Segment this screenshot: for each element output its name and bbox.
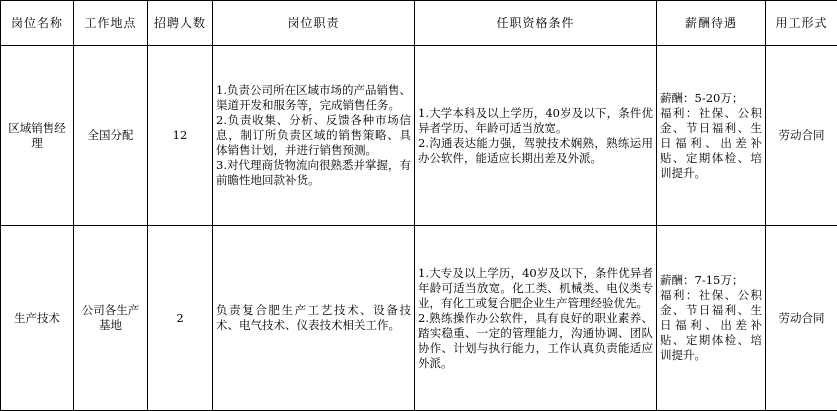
salary-range: 薪酬：5-20万； [660,90,744,105]
count-cell: 2 [148,226,213,411]
salary-cell [657,226,766,411]
header-row [1,1,837,46]
qualifications-cell [415,46,657,226]
duty-item: 1.负责公司所在区域市场的产品销售、渠道开发和服务等，完成销售任务。 [216,83,411,112]
header-position: 岗位名称 [1,1,74,46]
salary-range: 薪酬：7-15万； [660,273,744,287]
header-count: 招聘人数 [148,1,213,46]
header-employment: 用工形式 [766,1,837,46]
location-cell: 全国分配 [74,46,148,226]
employment-cell: 劳动合同 [766,46,837,226]
benefits: 福利：社保、公积金、节日福利、生日福利、出差补贴、定期体检、培训提升。 [660,105,762,180]
table-row [1,46,837,226]
benefits: 福利：社保、公积金、节日福利、生日福利、出差补贴、定期体检、培训提升。 [660,288,762,362]
position-cell: 生产技术 [1,226,74,411]
duties-cell [213,46,415,226]
qualification-item: 2.沟通表达能力强，驾驶技术娴熟，熟练运用办公软件，能适应长期出差及外派。 [418,135,653,165]
table-row [1,226,837,411]
qualification-item: 1.大专及以上学历，40岁及以下，条件优异者年龄可适当放宽。化工类、机械类、电仪类专业，有化工或复合肥企业生产管理经验优先。 [418,265,653,310]
duties-cell [213,226,415,411]
location-cell: 公司各生产基地 [74,226,148,411]
header-duties: 岗位职责 [213,1,415,46]
header-location: 工作地点 [74,1,148,46]
employment-cell: 劳动合同 [766,226,837,411]
duty-item: 2.负责收集、分析、反馈各种市场信息，制订所负责区域的销售策略、具体销售计划，并进行销售预测。 [216,113,411,157]
qualification-item: 1.大学本科及以上学历，40岁及以下，条件优异者学历、年龄可适当放宽。 [418,105,653,135]
count-cell: 12 [148,46,213,226]
position-cell: 区域销售经理 [1,46,74,226]
qualifications-cell [415,226,657,411]
salary-cell [657,46,766,226]
qualification-item: 2.熟练操作办公软件，具有良好的职业素养、踏实稳重、一定的管理能力，沟通协调、团队协作、计划与执行能力，工作认真负责能适应外派。 [418,310,653,370]
duty-item: 3.对代理商货物流向很熟悉并掌握，有前瞻性地回款补货。 [216,158,411,187]
header-salary: 薪酬待遇 [657,1,766,46]
duty-item: 负责复合肥生产工艺技术、设备技术、电气技术、仪表技术相关工作。 [216,303,411,332]
header-qualifications: 任职资格条件 [415,1,657,46]
